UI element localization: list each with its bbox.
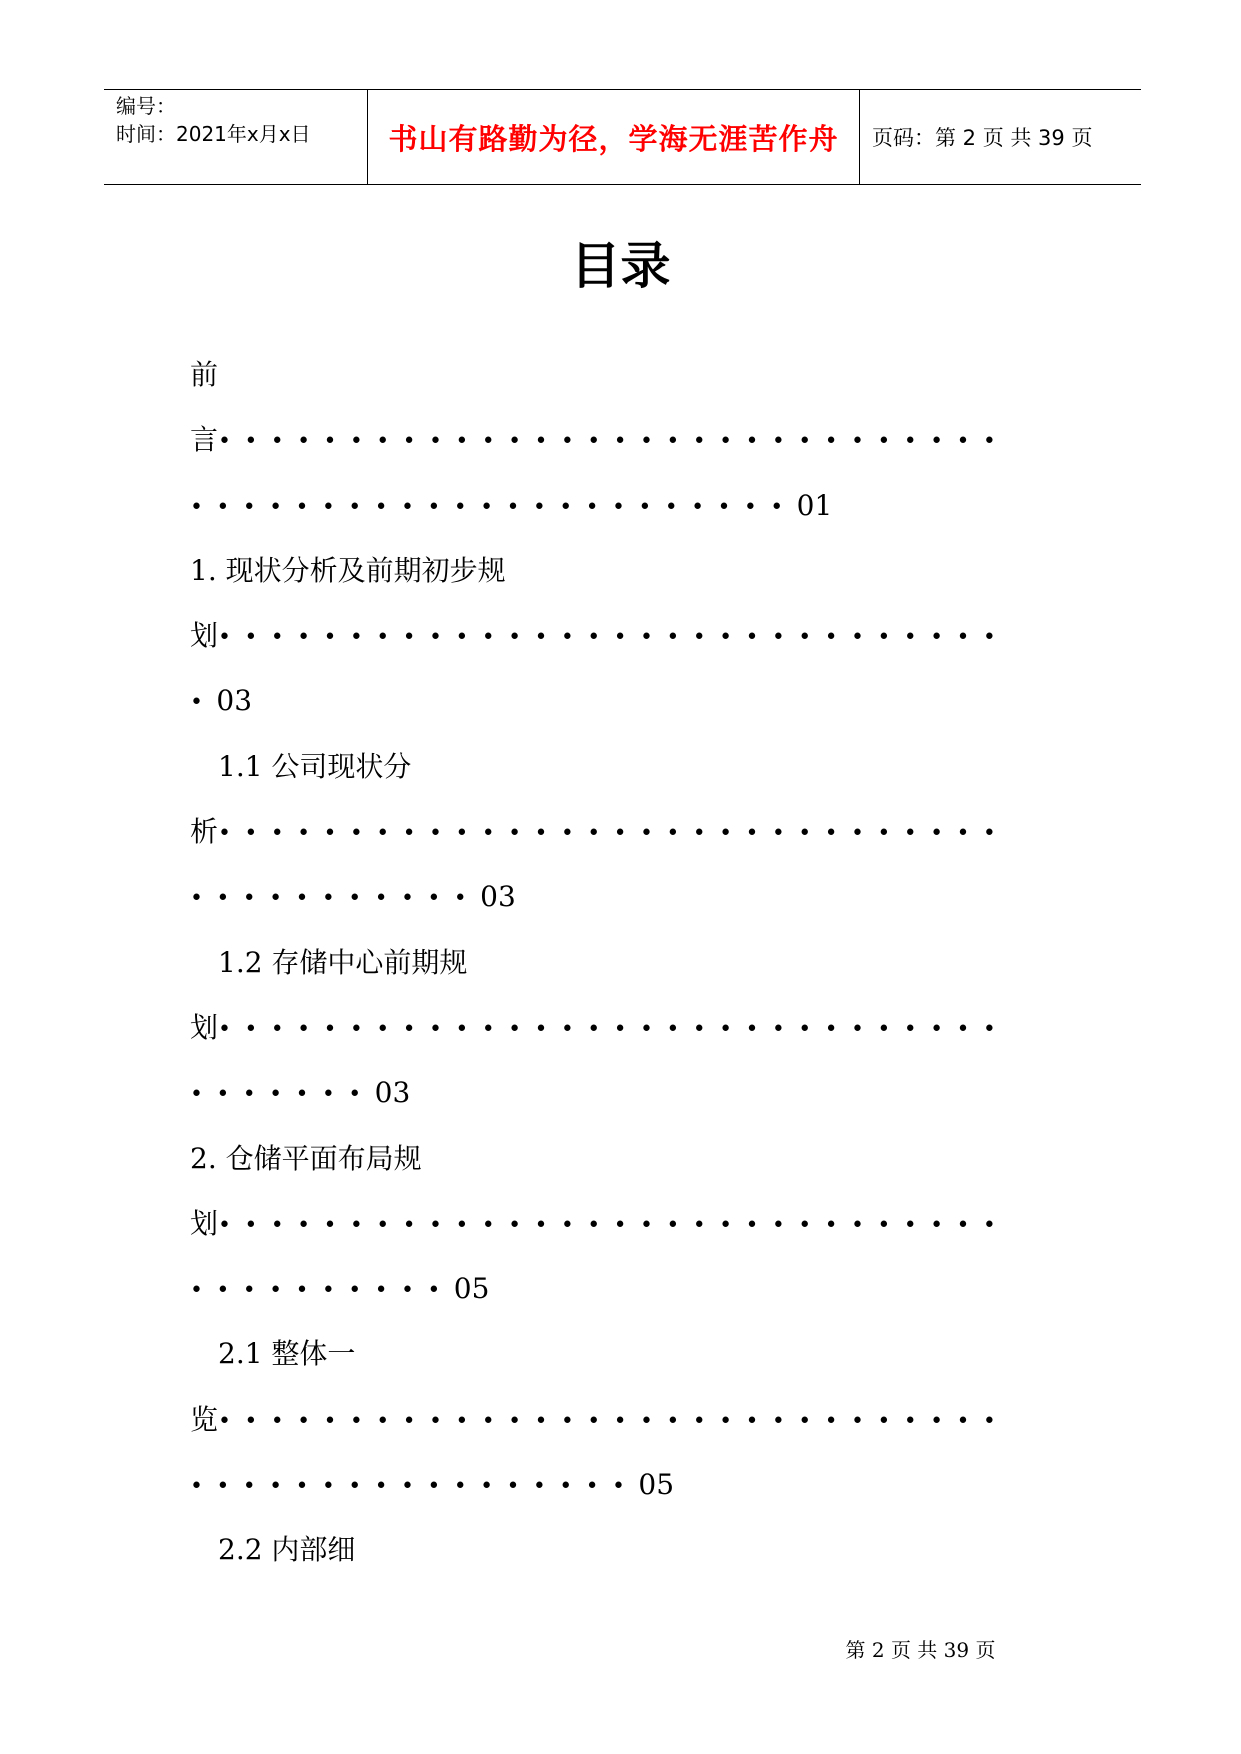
toc-page-number: 05: [638, 1468, 675, 1502]
toc-leader-dots: ••••••••••••••••••••••••••••••: [218, 1408, 1010, 1434]
header-left: [116, 92, 311, 148]
header-page-info: 页码：第 2 页 共 39 页: [872, 126, 1093, 150]
toc-page-number: 03: [480, 880, 516, 914]
toc-line: [190, 1517, 1060, 1582]
toc-line: [190, 995, 1060, 1060]
toc-leader-dots: •: [190, 690, 217, 716]
toc-entry-text: 言: [190, 423, 219, 457]
number-label: 编号：: [116, 94, 176, 118]
toc-leader-dots: ••••••••••••••••••••••••••••••: [218, 1016, 1010, 1042]
toc-line: [190, 1452, 1060, 1517]
toc-entry-text: 1.1 公司现状分: [218, 749, 412, 783]
toc-line: [190, 799, 1060, 864]
toc-page-number: 05: [453, 1272, 490, 1306]
header-table: [104, 89, 1141, 185]
toc-leader-dots: ••••••••••: [190, 1278, 454, 1303]
toc-line: [190, 1060, 1060, 1125]
toc-line: [190, 734, 1060, 799]
toc-entry-text: 前: [190, 358, 219, 391]
time-label: 时间：2021年x月x日: [116, 122, 311, 146]
toc-line: [190, 407, 1060, 472]
page-footer: 第 2 页 共 39 页: [845, 1638, 996, 1662]
toc-entry-text: 划: [190, 619, 219, 653]
toc-page-number: 03: [216, 684, 253, 718]
toc-entry-text: 2. 仓储平面布局规: [190, 1141, 422, 1175]
toc-line: [190, 1256, 1060, 1321]
toc-leader-dots: ••••••••••••••••••••••••••••••: [218, 820, 1010, 846]
toc-entry-text: 2.2 内部细: [218, 1533, 356, 1567]
toc-page-number: 01: [796, 488, 833, 522]
toc-line: [190, 603, 1060, 668]
toc-line: [190, 1387, 1060, 1452]
toc-entry-text: 1. 现状分析及前期初步规: [190, 553, 506, 587]
toc-line: [190, 1191, 1060, 1256]
toc-entry-text: 1.2 存储中心前期规: [218, 945, 468, 979]
toc-line: [190, 864, 1060, 929]
toc-leader-dots: ••••••••••••••••••••••••••••••: [218, 429, 1010, 455]
toc-line: [190, 1321, 1060, 1386]
toc-leader-dots: •••••••••••••••••••••••: [190, 494, 797, 520]
toc-line: [190, 1126, 1060, 1191]
toc-entry-text: 2.1 整体一: [218, 1337, 356, 1371]
toc-line: [190, 538, 1060, 603]
header-motto: 书山有路勤为径，学海无涯苦作舟: [388, 121, 839, 156]
toc-line: [190, 473, 1060, 538]
toc-line: [190, 930, 1060, 995]
toc-page-number: 03: [374, 1076, 411, 1110]
toc-line: [190, 342, 1060, 407]
toc-leader-dots: •••••••••••: [190, 886, 481, 912]
toc-leader-dots: ••••••••••••••••••••••••••••••: [218, 625, 1010, 651]
page-title: 目录: [570, 237, 671, 295]
toc-entry-text: 析: [190, 815, 219, 849]
header-divider: [859, 90, 860, 184]
toc-line: [190, 668, 1060, 733]
toc-entry-text: 划: [190, 1010, 219, 1044]
toc-entry-text: 览: [190, 1402, 219, 1436]
toc-leader-dots: ••••••••••••••••••••••••••••••: [218, 1212, 1010, 1238]
toc-leader-dots: •••••••••••••••••: [190, 1473, 639, 1499]
toc-leader-dots: •••••••: [190, 1082, 375, 1108]
table-of-contents: [190, 342, 1060, 1583]
toc-entry-text: 划: [190, 1206, 219, 1240]
